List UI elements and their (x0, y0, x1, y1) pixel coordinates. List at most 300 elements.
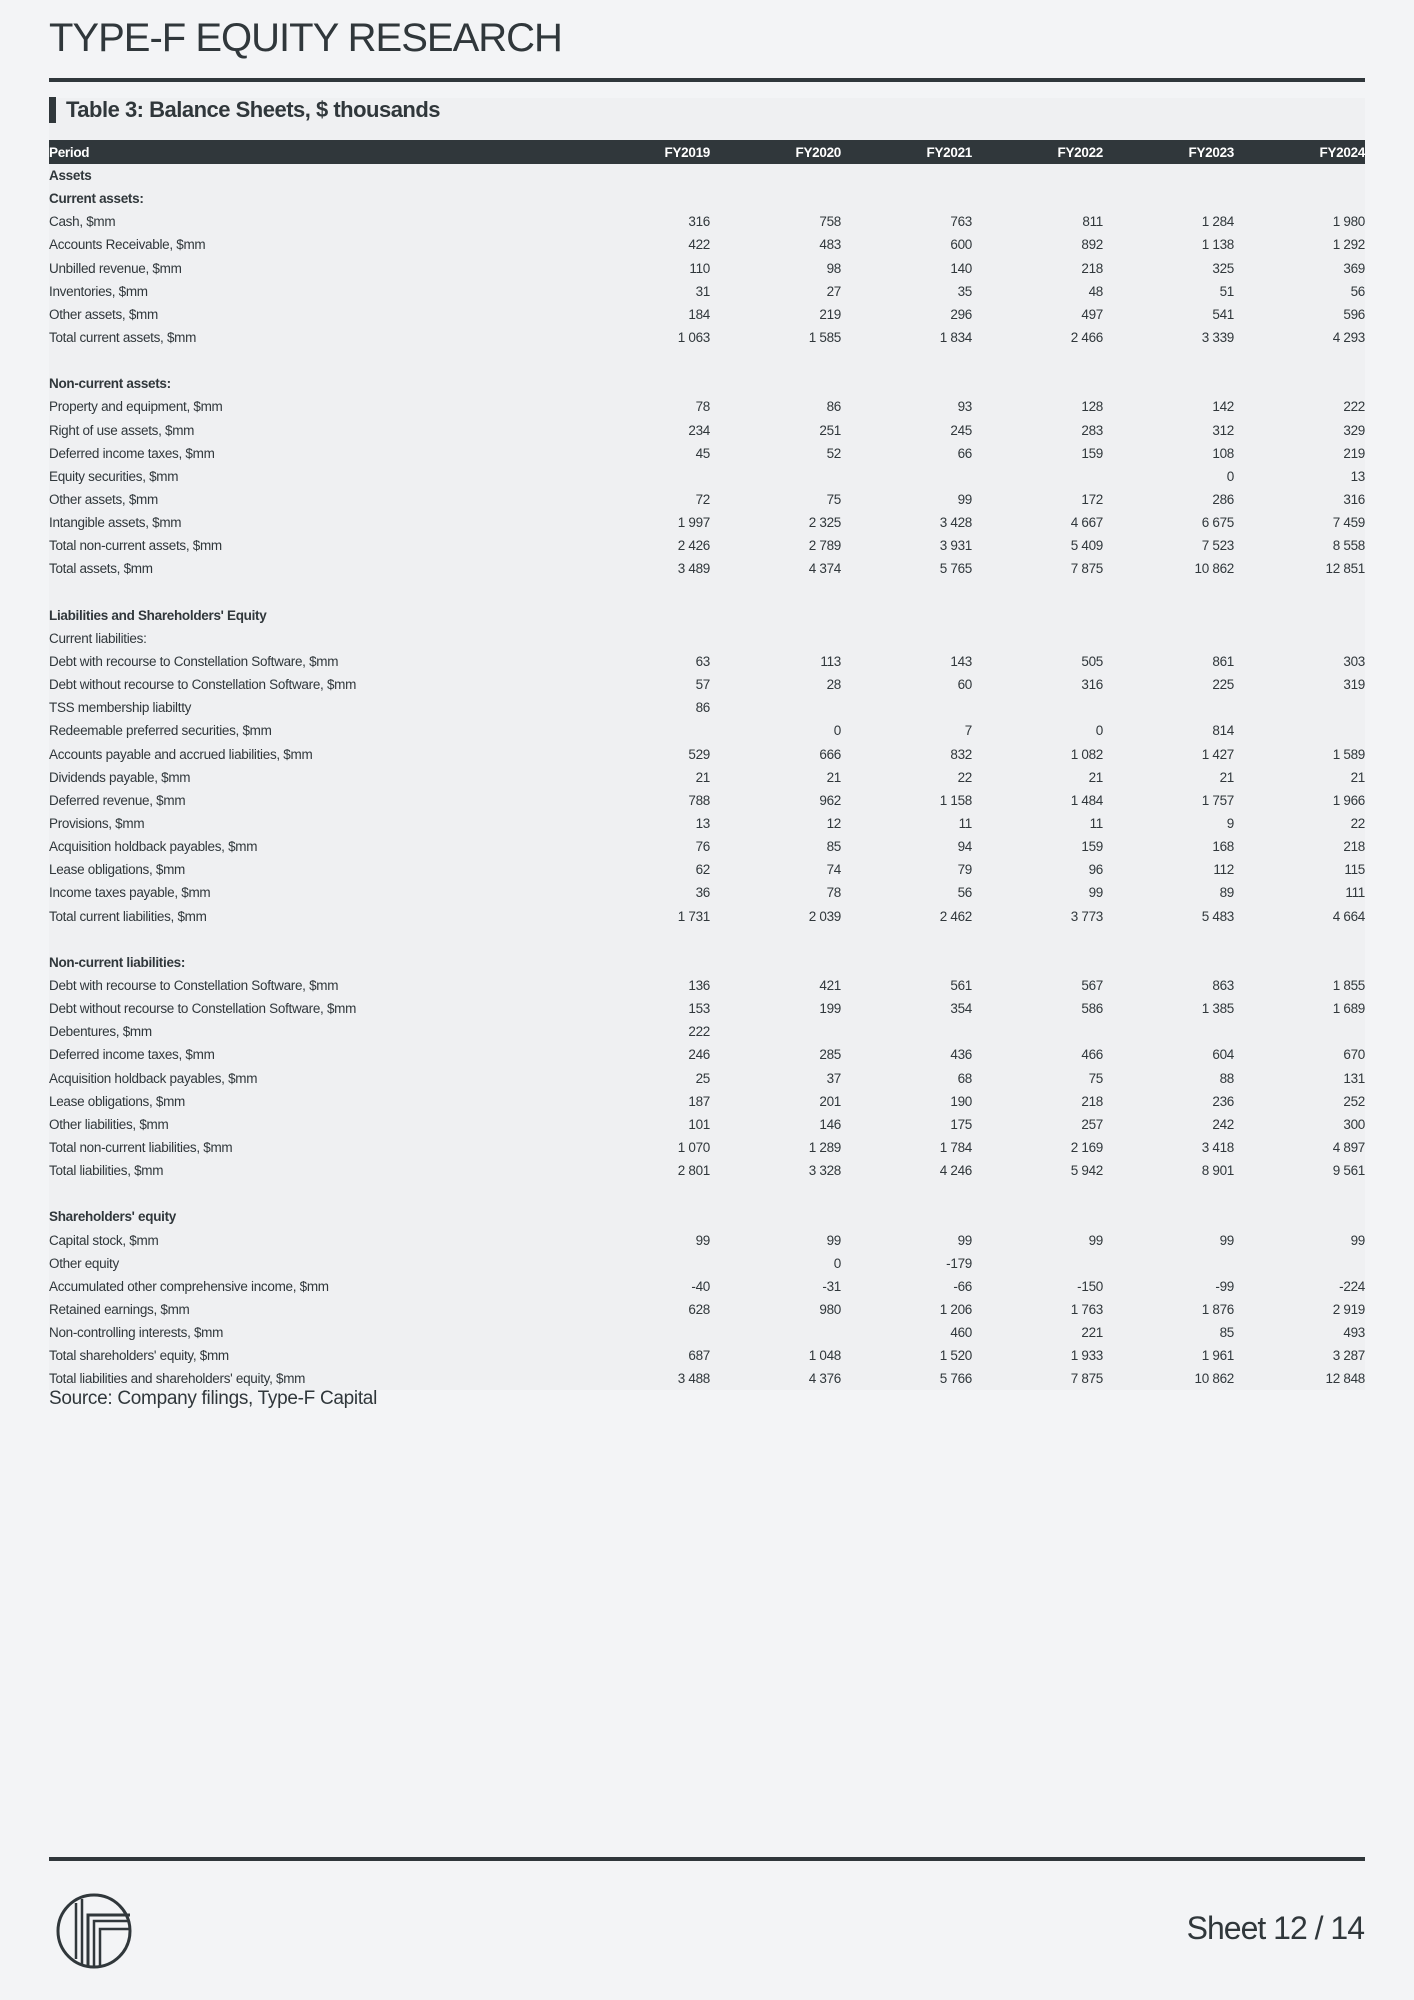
cell-value: 225 (1212, 677, 1234, 693)
row-label: Unbilled revenue, $mm (49, 260, 182, 276)
cell-value: 863 (1212, 977, 1234, 993)
balance-sheet-table (49, 140, 1365, 1390)
cell-value: 763 (950, 214, 972, 230)
cell-value: 1 289 (808, 1139, 841, 1155)
row-label: Shareholders' equity (49, 1209, 176, 1225)
cell-value: 832 (950, 746, 972, 762)
cell-value: 236 (1212, 1093, 1234, 1109)
cell-value: 22 (957, 769, 972, 785)
table-row (49, 835, 1365, 858)
footer-rule (49, 1857, 1365, 1861)
cell-value: 1 757 (1201, 792, 1234, 808)
cell-value: 529 (688, 746, 710, 762)
cell-value: 3 287 (1332, 1348, 1365, 1364)
table-row (49, 1367, 1365, 1390)
row-label: Other assets, $mm (49, 306, 158, 322)
cell-value: 48 (1088, 283, 1103, 299)
row-label: Lease obligations, $mm (49, 862, 185, 878)
cell-value: 1 138 (1201, 237, 1234, 253)
cell-value: 5 483 (1201, 908, 1234, 924)
cell-value: 12 851 (1325, 561, 1365, 577)
cell-value: 12 (826, 816, 841, 831)
cell-value: 3 773 (1070, 908, 1103, 924)
cell-value: 1 070 (677, 1139, 710, 1155)
cell-value: 3 488 (677, 1371, 710, 1387)
cell-value: 8 558 (1332, 538, 1365, 554)
cell-value: 1 082 (1070, 746, 1103, 762)
row-label: Assets (49, 168, 92, 184)
table-row (49, 1066, 1365, 1089)
cell-value: -179 (946, 1255, 972, 1271)
cell-value: 5 766 (939, 1371, 972, 1387)
cell-value: 28 (826, 677, 841, 693)
cell-value: 296 (950, 306, 972, 322)
cell-value: 1 731 (677, 908, 710, 924)
cell-value: 37 (826, 1070, 841, 1086)
cell-value: 541 (1212, 306, 1234, 322)
cell-value: 108 (1212, 445, 1234, 461)
cell-value: 0 (1095, 723, 1103, 739)
cell-value: 113 (820, 654, 841, 670)
row-label: Dividends payable, $mm (49, 769, 191, 785)
row-label: Debt with recourse to Constellation Software, $mm (49, 977, 339, 993)
cell-value: 79 (957, 862, 972, 878)
cell-value: -66 (953, 1278, 972, 1294)
column-header: FY2022 (1057, 144, 1103, 160)
cell-value: 219 (1343, 445, 1365, 461)
table-row (49, 881, 1365, 904)
cell-value: 218 (1081, 260, 1103, 276)
cell-value: 89 (1219, 885, 1234, 901)
cell-value: 45 (695, 445, 710, 461)
cell-value: 245 (950, 422, 972, 438)
cell-value: 234 (688, 422, 710, 438)
table-row (49, 1205, 1365, 1228)
cell-value: 56 (1350, 283, 1365, 299)
table-row (49, 1090, 1365, 1113)
cell-value: 687 (688, 1348, 710, 1364)
cell-value: 66 (957, 445, 972, 461)
row-label: Current assets: (49, 191, 144, 207)
table-row (49, 465, 1365, 488)
cell-value: 567 (1081, 977, 1103, 993)
cell-value: 3 428 (939, 515, 972, 531)
cell-value: 2 466 (1070, 330, 1103, 346)
table-row (49, 789, 1365, 812)
cell-value: 78 (695, 399, 710, 415)
cell-value: 111 (1345, 885, 1365, 901)
cell-value: 172 (1081, 492, 1103, 508)
table-row (49, 696, 1365, 719)
cell-value: 11 (958, 816, 972, 831)
cell-value: 1 689 (1332, 1001, 1365, 1017)
column-header: FY2019 (664, 144, 710, 160)
cell-value: 861 (1212, 654, 1234, 670)
cell-value: 1 876 (1201, 1301, 1234, 1317)
row-label: Current liabilities: (49, 630, 147, 646)
cell-value: 168 (1212, 839, 1234, 855)
row-label: Total liabilities, $mm (49, 1163, 164, 1179)
cell-value: 85 (1219, 1325, 1234, 1341)
table-row (49, 1136, 1365, 1159)
cell-value: 3 339 (1201, 330, 1234, 346)
table-row (49, 627, 1365, 650)
row-label: Provisions, $mm (49, 816, 145, 831)
cell-value: 483 (819, 237, 841, 253)
cell-value: 369 (1343, 260, 1365, 276)
cell-value: 31 (695, 283, 710, 299)
cell-value: 285 (819, 1047, 841, 1063)
page-number: Sheet 12 / 14 (1186, 1910, 1364, 1946)
row-label: Cash, $mm (49, 214, 116, 230)
cell-value: 99 (1350, 1232, 1365, 1248)
cell-value: 11 (1089, 816, 1103, 831)
cell-value: 136 (688, 977, 710, 993)
cell-value: 628 (688, 1301, 710, 1317)
cell-value: 2 789 (808, 538, 841, 554)
cell-value: 246 (688, 1047, 710, 1063)
row-label: Debt without recourse to Constellation Software, $mm (49, 1001, 357, 1017)
row-label: Total current liabilities, $mm (49, 908, 207, 924)
cell-value: 1 855 (1332, 977, 1365, 993)
row-label: Income taxes payable, $mm (49, 885, 211, 901)
cell-value: 2 426 (677, 538, 710, 554)
cell-value: 56 (957, 885, 972, 901)
cell-value: -40 (691, 1278, 710, 1294)
row-label: Redeemable preferred securities, $mm (49, 723, 272, 739)
row-label: Lease obligations, $mm (49, 1093, 185, 1109)
cell-value: 422 (688, 237, 710, 253)
table-row (49, 534, 1365, 557)
cell-value: 3 489 (677, 561, 710, 577)
cell-value: 85 (826, 839, 841, 855)
row-label: Non-controlling interests, $mm (49, 1325, 224, 1341)
row-label: Total current assets, $mm (49, 330, 197, 346)
row-label: Accumulated other comprehensive income, $mm (49, 1278, 329, 1294)
cell-value: 2 801 (677, 1163, 710, 1179)
table-row (49, 743, 1365, 766)
cell-value: 21 (1350, 769, 1365, 785)
cell-value: 4 897 (1332, 1139, 1365, 1155)
table-row (49, 650, 1365, 673)
cell-value: 1 997 (677, 515, 710, 531)
cell-value: 8 901 (1201, 1163, 1234, 1179)
cell-value: 257 (1081, 1116, 1103, 1132)
cell-value: 88 (1219, 1070, 1234, 1086)
table-row (49, 326, 1365, 349)
cell-value: 62 (695, 862, 710, 878)
table-row (49, 1252, 1365, 1275)
cell-value: 75 (1088, 1070, 1103, 1086)
row-label: Total shareholders' equity, $mm (49, 1348, 229, 1364)
table-row (49, 557, 1365, 580)
cell-value: 1 292 (1332, 237, 1365, 253)
cell-value: 251 (819, 422, 841, 438)
cell-value: 99 (1219, 1232, 1234, 1248)
table-row (49, 951, 1365, 974)
table-row (49, 395, 1365, 418)
cell-value: 3 418 (1201, 1139, 1234, 1155)
cell-value: 0 (833, 723, 841, 739)
cell-value: 2 169 (1070, 1139, 1103, 1155)
cell-value: 21 (695, 769, 710, 785)
cell-value: 12 848 (1325, 1371, 1365, 1387)
cell-value: 131 (1343, 1070, 1365, 1086)
cell-value: 21 (826, 769, 841, 785)
cell-value: 1 284 (1201, 214, 1234, 230)
cell-value: 4 664 (1332, 908, 1365, 924)
table-row (49, 1298, 1365, 1321)
row-label: Deferred revenue, $mm (49, 792, 186, 808)
cell-value: 586 (1081, 1001, 1103, 1017)
row-label: Acquisition holdback payables, $mm (49, 839, 258, 855)
cell-value: 1 158 (939, 792, 972, 808)
cell-value: 187 (688, 1093, 710, 1109)
row-label: Total assets, $mm (49, 561, 153, 577)
cell-value: 354 (950, 1001, 972, 1017)
cell-value: 2 462 (939, 908, 972, 924)
row-label: Other equity (49, 1255, 119, 1271)
table-row (49, 905, 1365, 928)
cell-value: 242 (1212, 1116, 1234, 1132)
table-row (49, 928, 1365, 951)
cell-value: 811 (1082, 214, 1103, 230)
cell-value: 75 (826, 492, 841, 508)
cell-value: 286 (1212, 492, 1234, 508)
cell-value: 201 (819, 1093, 841, 1109)
cell-value: 99 (1088, 885, 1103, 901)
row-label: Deferred income taxes, $mm (49, 445, 215, 461)
row-label: Acquisition holdback payables, $mm (49, 1070, 258, 1086)
cell-value: 325 (1212, 260, 1234, 276)
header-rule (49, 78, 1365, 82)
cell-value: 316 (688, 214, 710, 230)
row-label: Debt with recourse to Constellation Software, $mm (49, 654, 339, 670)
cell-value: 1 484 (1070, 792, 1103, 808)
table-row (49, 812, 1365, 835)
cell-value: 115 (1344, 862, 1365, 878)
cell-value: 7 (964, 723, 972, 739)
row-label: Deferred income taxes, $mm (49, 1047, 215, 1063)
cell-value: 0 (833, 1255, 841, 1271)
table-row (49, 673, 1365, 696)
cell-value: 1 427 (1201, 746, 1234, 762)
cell-value: 0 (1226, 468, 1234, 484)
cell-value: 36 (695, 885, 710, 901)
table-header-row (49, 140, 1365, 164)
table-row (49, 164, 1365, 187)
cell-value: 493 (1343, 1325, 1365, 1341)
table-row (49, 210, 1365, 233)
cell-value: 175 (950, 1116, 972, 1132)
cell-value: 1 784 (939, 1139, 972, 1155)
cell-value: 2 325 (808, 515, 841, 531)
table-row (49, 349, 1365, 372)
report-brand-title: TYPE-F EQUITY RESEARCH (49, 16, 562, 60)
cell-value: 2 919 (1332, 1301, 1365, 1317)
table-row (49, 719, 1365, 742)
table-row (49, 858, 1365, 881)
row-label: Debt without recourse to Constellation Software, $mm (49, 677, 357, 693)
cell-value: 153 (688, 1001, 710, 1017)
cell-value: 218 (1343, 839, 1365, 855)
cell-value: 4 246 (939, 1163, 972, 1179)
column-header: FY2024 (1319, 144, 1365, 160)
cell-value: 814 (1212, 723, 1234, 739)
cell-value: 3 931 (939, 538, 972, 554)
row-label: Accounts payable and accrued liabilities, $mm (49, 746, 313, 762)
cell-value: 21 (1088, 769, 1103, 785)
row-label: Accounts Receivable, $mm (49, 237, 206, 253)
cell-value: 1 585 (808, 330, 841, 346)
table-row (49, 257, 1365, 280)
row-label: Liabilities and Shareholders' Equity (49, 607, 267, 623)
cell-value: 221 (1081, 1325, 1103, 1341)
cell-value: 1 763 (1070, 1301, 1103, 1317)
table-row (49, 442, 1365, 465)
cell-value: 300 (1343, 1116, 1365, 1132)
cell-value: 128 (1081, 399, 1103, 415)
cell-value: 99 (695, 1232, 710, 1248)
table-row (49, 187, 1365, 210)
cell-value: 4 374 (808, 561, 841, 577)
table-row (49, 419, 1365, 442)
cell-value: 1 980 (1332, 214, 1365, 230)
cell-value: 4 293 (1332, 330, 1365, 346)
cell-value: 72 (695, 492, 710, 508)
cell-value: 63 (695, 654, 710, 670)
cell-value: 596 (1343, 306, 1365, 322)
table-row (49, 1113, 1365, 1136)
cell-value: 86 (826, 399, 841, 415)
row-label: Other assets, $mm (49, 492, 158, 508)
column-header: FY2023 (1188, 144, 1234, 160)
cell-value: 788 (688, 792, 710, 808)
table-row (49, 488, 1365, 511)
source-note: Source: Company filings, Type-F Capital (49, 1388, 377, 1409)
cell-value: 666 (819, 746, 841, 762)
table-title (49, 96, 440, 124)
cell-value: 99 (1088, 1232, 1103, 1248)
cell-value: 600 (950, 237, 972, 253)
row-label: Total non-current liabilities, $mm (49, 1139, 233, 1155)
cell-value: 4 376 (808, 1371, 841, 1387)
cell-value: 303 (1343, 654, 1365, 670)
row-label: Right of use assets, $mm (49, 422, 195, 438)
cell-value: 561 (950, 977, 972, 993)
table-row (49, 1043, 1365, 1066)
table-row (49, 1344, 1365, 1367)
cell-value: -224 (1339, 1278, 1365, 1294)
cell-value: 670 (1343, 1047, 1365, 1063)
cell-value: 980 (819, 1301, 841, 1317)
table-row (49, 604, 1365, 627)
column-header: Period (49, 144, 90, 160)
cell-value: 466 (1081, 1047, 1103, 1063)
cell-value: 94 (957, 839, 972, 855)
cell-value: 184 (688, 306, 710, 322)
table-row (49, 1275, 1365, 1298)
table-row (49, 280, 1365, 303)
cell-value: 159 (1081, 445, 1103, 461)
cell-value: 52 (826, 445, 841, 461)
table-row (49, 1321, 1365, 1344)
type-f-logo (56, 1893, 132, 1974)
table-row (49, 581, 1365, 604)
cell-value: 222 (1343, 399, 1365, 415)
table-row (49, 1228, 1365, 1251)
cell-value: 10 862 (1194, 1371, 1234, 1387)
cell-value: 101 (688, 1116, 710, 1132)
cell-value: 99 (957, 492, 972, 508)
row-label: Other liabilities, $mm (49, 1116, 169, 1132)
cell-value: 5 942 (1070, 1163, 1103, 1179)
cell-value: 21 (1219, 769, 1234, 785)
cell-value: 78 (826, 885, 841, 901)
table-row (49, 372, 1365, 395)
cell-value: 7 459 (1332, 515, 1365, 531)
row-label: Property and equipment, $mm (49, 399, 223, 415)
table-title-text: Table 3: Balance Sheets, $ thousands (66, 97, 441, 122)
cell-value: 159 (1081, 839, 1103, 855)
cell-value: 146 (819, 1116, 841, 1132)
cell-value: 1 834 (939, 330, 972, 346)
cell-value: -99 (1215, 1278, 1234, 1294)
cell-value: 35 (957, 283, 972, 299)
cell-value: 99 (826, 1232, 841, 1248)
row-label: TSS membership liabiltty (49, 700, 192, 716)
table-row (49, 233, 1365, 256)
cell-value: 319 (1343, 677, 1365, 693)
row-label: Non-current assets: (49, 376, 171, 392)
cell-value: 9 (1226, 816, 1234, 831)
cell-value: 13 (695, 816, 710, 831)
cell-value: 460 (950, 1325, 972, 1341)
cell-value: 5 409 (1070, 538, 1103, 554)
table-row (49, 997, 1365, 1020)
cell-value: 505 (1081, 654, 1103, 670)
column-header: FY2021 (926, 144, 972, 160)
row-label: Non-current liabilities: (49, 954, 186, 970)
row-label: Inventories, $mm (49, 283, 148, 299)
cell-value: 9 561 (1332, 1163, 1365, 1179)
cell-value: 10 862 (1194, 561, 1234, 577)
cell-value: 758 (819, 214, 841, 230)
cell-value: 222 (688, 1024, 710, 1040)
row-label: Equity securities, $mm (49, 468, 179, 484)
cell-value: 1 206 (939, 1301, 972, 1317)
table-row (49, 1182, 1365, 1205)
cell-value: 143 (950, 654, 972, 670)
cell-value: 13 (1350, 468, 1365, 484)
cell-value: 2 039 (808, 908, 841, 924)
row-label: Retained earnings, $mm (49, 1301, 190, 1317)
row-label: Intangible assets, $mm (49, 515, 182, 531)
table-row (49, 974, 1365, 997)
cell-value: 1 933 (1070, 1348, 1103, 1364)
cell-value: 57 (695, 677, 710, 693)
cell-value: 316 (1343, 492, 1365, 508)
cell-value: 219 (819, 306, 841, 322)
cell-value: 140 (950, 260, 972, 276)
table-row (49, 511, 1365, 534)
table-row (49, 1020, 1365, 1043)
cell-value: 60 (957, 677, 972, 693)
table-row (49, 766, 1365, 789)
cell-value: 7 875 (1070, 561, 1103, 577)
cell-value: 436 (950, 1047, 972, 1063)
cell-value: 1 048 (808, 1348, 841, 1364)
